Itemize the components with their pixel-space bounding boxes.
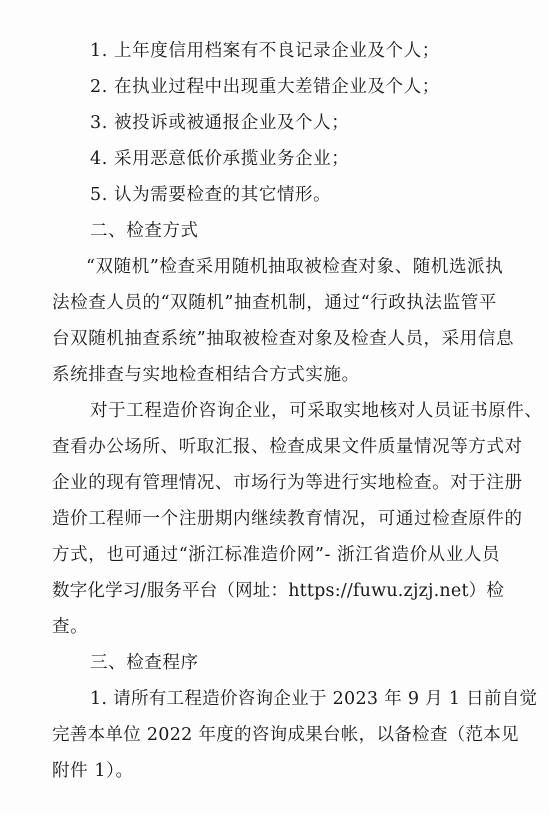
section-heading-inspection-method: 二、检查方式 <box>90 221 199 241</box>
paragraph-line: 查看办公场所、听取汇报、检查成果文件质量情况等方式对 <box>52 437 523 457</box>
list-item-procedure-1: 1. 请所有工程造价咨询企业于 2023 年 9 月 1 日前自觉 <box>90 689 538 709</box>
paragraph-line: 法检查人员的“双随机”抽查机制，通过“行政执法监管平 <box>52 293 497 313</box>
list-item-4: 4. 采用恶意低价承揽业务企业； <box>90 149 350 169</box>
list-item-5: 5. 认为需要检查的其它情形。 <box>90 185 332 205</box>
paragraph-line: 造价工程师一个注册期内继续教育情况，可通过检查原件的 <box>52 509 523 529</box>
paragraph-line: 方式，也可通过“浙江标准造价网”- 浙江省造价从业人员 <box>52 545 501 565</box>
paragraph-line: 数字化学习/服务平台（网址：https://fuwu.zjzj.net）检 <box>52 581 505 601</box>
list-item-1: 1. 上年度信用档案有不良记录企业及个人； <box>90 41 440 61</box>
paragraph-line: “双随机”检查采用随机抽取被检查对象、随机选派执 <box>86 257 504 277</box>
section-heading-inspection-procedure: 三、检查程序 <box>90 653 199 673</box>
paragraph-line: 台双随机抽查系统”抽取被检查对象及检查人员，采用信息 <box>52 329 515 349</box>
paragraph-line: 完善本单位 2022 年度的咨询成果台帐，以备检查（范本见 <box>52 725 519 745</box>
list-item-3: 3. 被投诉或被通报企业及个人； <box>90 113 350 133</box>
paragraph-line: 企业的现有管理情况、市场行为等进行实地检查。对于注册 <box>52 473 523 493</box>
list-item-2: 2. 在执业过程中出现重大差错企业及个人； <box>90 77 440 97</box>
paragraph-line: 对于工程造价咨询企业，可采取实地核对人员证书原件、 <box>90 401 543 421</box>
paragraph-line: 查。 <box>52 617 89 637</box>
paragraph-line: 附件 1）。 <box>52 761 134 781</box>
paragraph-line: 系统排查与实地检查相结合方式实施。 <box>52 365 360 385</box>
